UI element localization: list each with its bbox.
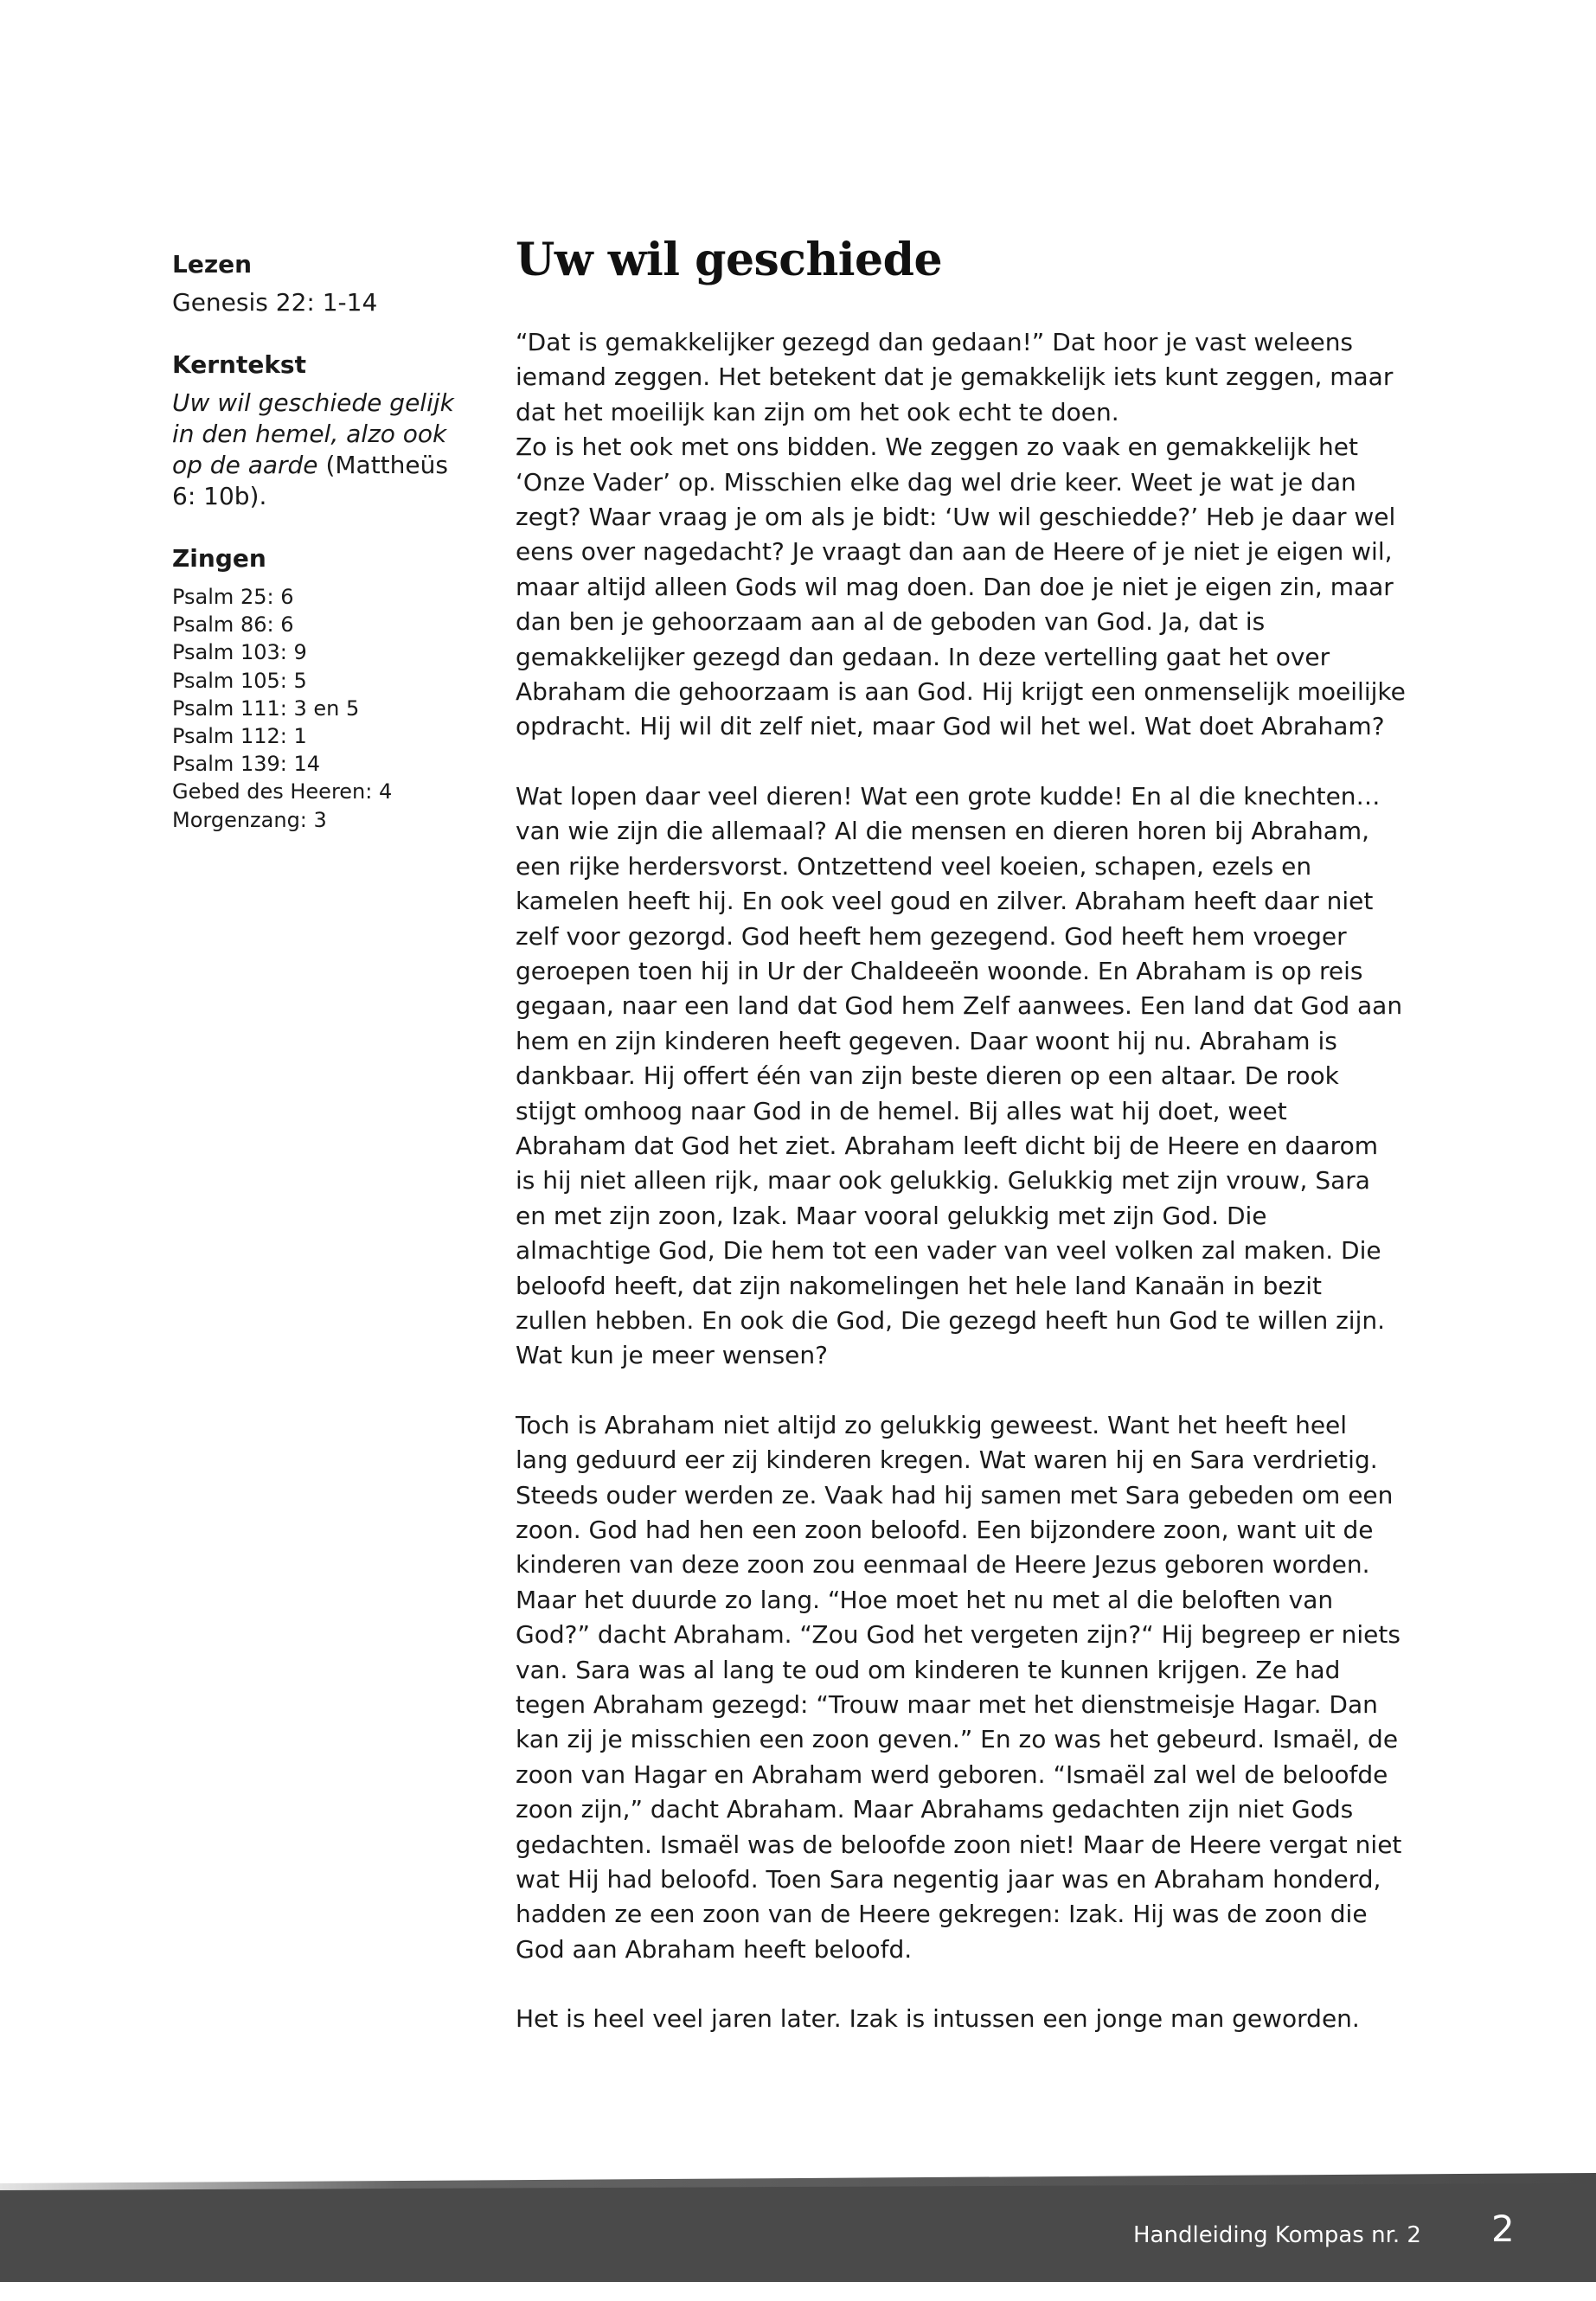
- paragraph-line: zelf voor gezorgd. God heeft hem gezegend. God heeft hem vroeger: [516, 921, 1347, 951]
- key-text-body: [172, 388, 466, 512]
- paragraph-line: Abraham dat God het ziet. Abraham leeft dicht bij de Heere en daarom: [516, 1131, 1378, 1160]
- paragraph-line: hem en zijn kinderen heeft gegeven. Daar woont hij nu. Abraham is: [516, 1026, 1337, 1055]
- paragraph-line: God?” dacht Abraham. “Zou God het vergeten zijn?“ Hij begreep er niets: [516, 1620, 1401, 1650]
- paragraph-line: zoon. God had hen een zoon beloofd. Een bijzondere zoon, want uit de: [516, 1516, 1374, 1544]
- paragraph-line: God aan Abraham heeft beloofd.: [516, 1934, 913, 1964]
- paragraph-line: Maar het duurde zo lang. “Hoe moet het nu met al die beloften van: [516, 1585, 1334, 1614]
- paragraph-line: zegt? Waar vraag je om als je bidt: ‘Uw wil geschiedde?’ Heb je daar wel: [516, 503, 1396, 532]
- paragraph: [516, 779, 1433, 1374]
- paragraph-line: dankbaar. Hij offert één van zijn beste dieren op een altaar. De rook: [516, 1061, 1339, 1091]
- paragraph-line: iemand zeggen. Het betekent dat je gemakkelijk iets kunt zeggen, maar: [516, 362, 1394, 392]
- song-item: Gebed des Heeren: 4: [172, 779, 393, 804]
- paragraph-line: is hij niet alleen rijk, maar ook gelukkig. Gelukkig met zijn vrouw, Sara: [516, 1166, 1370, 1195]
- paragraph-line: gegaan, naar een land dat God hem Zelf aanwees. Een land dat God aan: [516, 991, 1403, 1021]
- paragraph-line: Zo is het ook met ons bidden. We zeggen zo vaak en gemakkelijk het: [516, 433, 1358, 462]
- paragraph-line: dat het moeilijk kan zijn om het ook echt te doen.: [516, 397, 1119, 426]
- paragraph-line: Toch is Abraham niet altijd zo gelukkig geweest. Want het heeft heel: [516, 1410, 1348, 1439]
- paragraph-line: opdracht. Hij wil dit zelf niet, maar God wil het wel. Wat doet Abraham?: [516, 712, 1385, 741]
- song-item: Psalm 103: 9: [172, 640, 307, 665]
- paragraph-line: beloofd heeft, dat zijn nakomelingen het hele land Kanaän in bezit: [516, 1271, 1323, 1300]
- song-item: Psalm 86: 6: [172, 612, 294, 638]
- paragraph-line: kinderen van deze zoon zou eenmaal de Heere Jezus geboren worden.: [516, 1550, 1370, 1580]
- paragraph-line: hadden ze een zoon van de Heere gekregen: Izak. Hij was de zoon die: [516, 1900, 1368, 1929]
- paragraph-line: zoon van Hagar en Abraham werd geboren. “Ismaël zal wel de beloofde: [516, 1759, 1388, 1789]
- song-list: [172, 583, 466, 834]
- song-item: Psalm 105: 5: [172, 668, 307, 693]
- paragraph: [516, 2002, 1433, 2036]
- paragraph-line: Het is heel veel jaren later. Izak is intussen een jonge man geworden.: [516, 2004, 1360, 2034]
- paragraph-line: zullen hebben. En ook die God, Die gezegd heeft hun God te willen zijn.: [516, 1305, 1386, 1335]
- song-item: Psalm 139: 14: [172, 752, 320, 777]
- article: [516, 230, 1433, 2072]
- paragraph-line: zoon zijn,” dacht Abraham. Maar Abrahams gedachten zijn niet Gods: [516, 1795, 1354, 1824]
- reading-reference: Genesis 22: 1-14: [172, 288, 378, 317]
- paragraph: [516, 325, 1433, 745]
- paragraph-line: een rijke herdersvorst. Ontzettend veel koeien, schapen, ezels en: [516, 851, 1312, 881]
- song-item: Morgenzang: 3: [172, 807, 327, 832]
- paragraph-line: Steeds ouder werden ze. Vaak had hij samen met Sara gebeden om een: [516, 1480, 1394, 1509]
- paragraph-line: kan zij je misschien een zoon geven.” En zo was het gebeurd. Ismaël, de: [516, 1725, 1399, 1754]
- key-text-section: [172, 349, 466, 512]
- paragraph-line: eens over nagedacht? Je vraagt dan aan de Heere of je niet je eigen wil,: [516, 537, 1393, 567]
- paragraph-line: en met zijn zoon, Izak. Maar vooral gelukkig met zijn God. Die: [516, 1201, 1267, 1230]
- song-item: Psalm 25: 6: [172, 585, 294, 609]
- singing-heading: Zingen: [172, 544, 266, 573]
- paragraph-line: gedachten. Ismaël was de beloofde zoon niet! Maar de Heere vergat niet: [516, 1830, 1402, 1859]
- paragraph: [516, 1408, 1433, 1968]
- song-item: Psalm 112: 1: [172, 724, 307, 749]
- singing-section: [172, 543, 466, 834]
- reading-heading: Lezen: [172, 250, 253, 279]
- sidebar: [172, 249, 466, 865]
- paragraph-line: stijgt omhoog naar God in de hemel. Bij alles wat hij doet, weet: [516, 1096, 1287, 1125]
- footer-page-number: 2: [1491, 2208, 1515, 2250]
- key-text-quote: Uw wil geschiede gelijk in den hemel, alzo ook op de aarde: [172, 388, 454, 479]
- paragraph-line: ‘Onze Vader’ op. Misschien elke dag wel drie keer. Weet je wat je dan: [516, 467, 1356, 497]
- paragraph-line: van. Sara was al lang te oud om kinderen te kunnen krijgen. Ze had: [516, 1655, 1341, 1684]
- paragraph-line: Abraham die gehoorzaam is aan God. Hij krijgt een onmenselijk moeilijke: [516, 677, 1406, 707]
- paragraph-line: Wat kun je meer wensen?: [516, 1341, 829, 1370]
- paragraph-line: gemakkelijker gezegd dan gedaan. In deze vertelling gaat het over: [516, 642, 1330, 671]
- reading-section: [172, 249, 466, 318]
- paragraph-line: lang geduurd eer zij kinderen kregen. Wat waren hij en Sara verdrietig.: [516, 1445, 1378, 1475]
- key-text-reference: (Mattheüs 6: 10b).: [172, 451, 448, 510]
- paragraph-line: tegen Abraham gezegd: “Trouw maar met het dienstmeisje Hagar. Dan: [516, 1690, 1378, 1720]
- footer-publication-label: Handleiding Kompas nr. 2: [1133, 2222, 1421, 2248]
- article-body: [516, 325, 1433, 2037]
- paragraph-line: “Dat is gemakkelijker gezegd dan gedaan!” Dat hoor je vast weleens: [516, 328, 1354, 356]
- paragraph-line: van wie zijn die allemaal? Al die mensen en dieren horen bij Abraham,: [516, 817, 1370, 846]
- paragraph-line: Wat lopen daar veel dieren! Wat een grote kudde! En al die knechten…: [516, 781, 1381, 811]
- song-item: Psalm 111: 3 en 5: [172, 695, 360, 721]
- paragraph-line: dan ben je gehoorzaam aan al de geboden van God. Ja, dat is: [516, 607, 1266, 637]
- paragraph-line: maar altijd alleen Gods wil mag doen. Dan doe je niet je eigen zin, maar: [516, 572, 1394, 601]
- paragraph-line: almachtige God, Die hem tot een vader van veel volken zal maken. Die: [516, 1236, 1381, 1266]
- page-title: Uw wil geschiede: [516, 234, 943, 286]
- paragraph-line: wat Hij had beloofd. Toen Sara negentig jaar was en Abraham honderd,: [516, 1865, 1381, 1894]
- paragraph-line: geroepen toen hij in Ur der Chaldeeën woonde. En Abraham is op reis: [516, 956, 1363, 985]
- key-text-heading: Kerntekst: [172, 350, 306, 379]
- paragraph-line: kamelen heeft hij. En ook veel goud en zilver. Abraham heeft daar niet: [516, 887, 1374, 916]
